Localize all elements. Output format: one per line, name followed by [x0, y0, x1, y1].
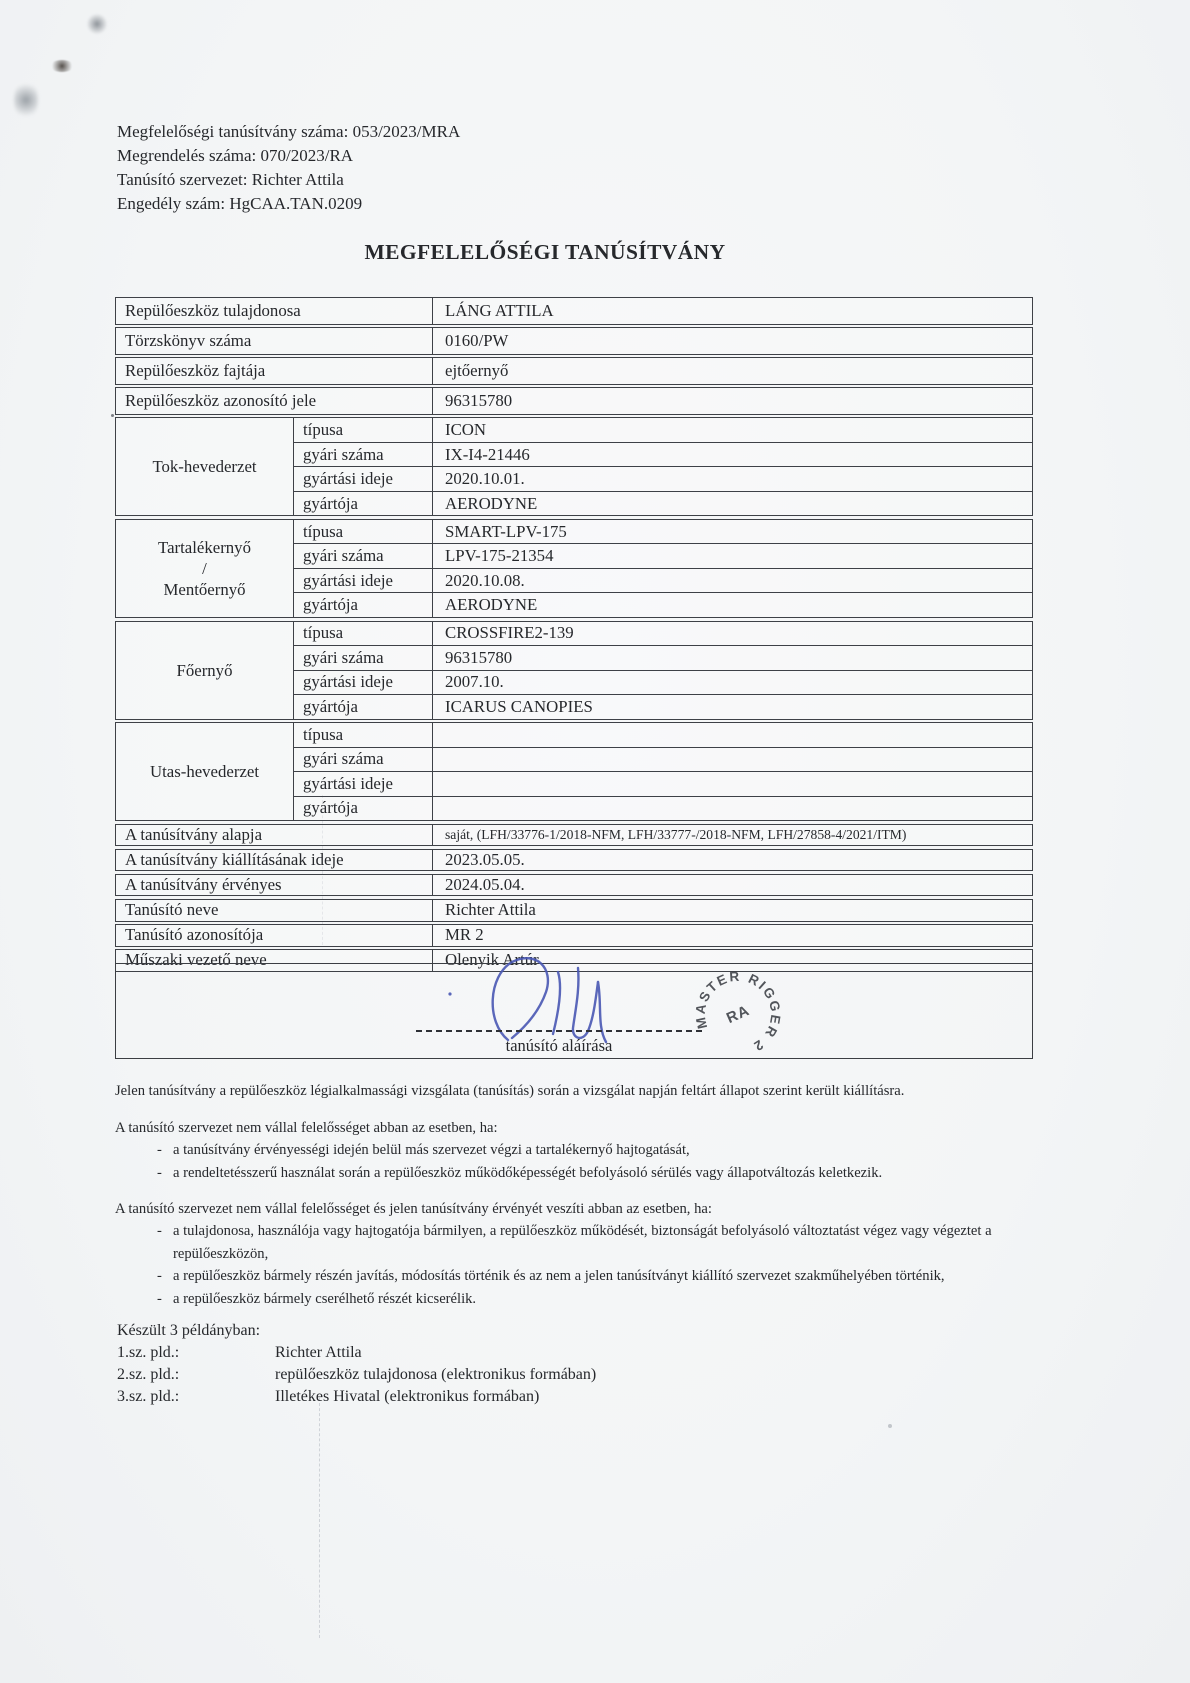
bullet-text: a repülőeszköz bármely cserélhető részét kicserélik. — [173, 1290, 477, 1307]
scan-bleedthrough-line — [319, 1398, 320, 1638]
group-label-line: Utas-hevederzet — [149, 762, 259, 782]
stamp-center-text: RA — [723, 1001, 753, 1028]
subrow-label: típusa — [294, 723, 433, 747]
subrow-label: típusa — [294, 622, 433, 646]
disclaimer-heading: A tanúsító szervezet nem vállal felelősséget és jelen tanúsítvány érvényét veszíti abban az esetben, ha: — [115, 1201, 712, 1217]
subrow-value — [433, 797, 1032, 821]
bullet-dash: - — [157, 1223, 162, 1240]
copy-recipient: repülőeszköz tulajdonosa (elektronikus formában) — [275, 1366, 597, 1383]
subrow-value: 2007.10. — [445, 672, 504, 692]
row-value: LÁNG ATTILA — [445, 300, 554, 320]
row-label: A tanúsítvány alapja — [116, 825, 433, 846]
subrow-label: gyártási ideje — [294, 772, 433, 796]
row-value: MR 2 — [445, 925, 484, 945]
subrow-type — [294, 723, 1032, 747]
bullet-text: a tanúsítvány érvényességi idején belül más szervezet végzi a tartalékernyő hajtogatását, — [173, 1142, 690, 1159]
subrow-value: CROSSFIRE2-139 — [445, 623, 574, 643]
row-label: Műszaki vezető neve — [116, 950, 433, 971]
subrow-value: SMART-LPV-175 — [445, 521, 567, 541]
bullet-text: a rendeltetésszerű használat során a repülőeszköz működőképességét befolyásoló sérülés vagy állapotváltozás keletkezik. — [173, 1164, 883, 1181]
subrow-label: gyártási ideje — [294, 671, 433, 695]
subrow-serial — [294, 645, 1032, 670]
subrow-label: gyártója — [294, 797, 433, 821]
copies-section — [117, 1320, 596, 1408]
copy-number: 2.sz. pld.: — [117, 1366, 180, 1383]
subrow-label: gyári száma — [294, 544, 433, 568]
subrow-value — [433, 748, 1032, 772]
subrow-value — [433, 723, 1032, 747]
subrow-value: AERODYNE — [445, 595, 538, 615]
bullet-dash: - — [157, 1142, 162, 1159]
row-label: Repülőeszköz tulajdonosa — [116, 298, 433, 324]
signature-line — [416, 1030, 702, 1032]
subrow-type — [294, 520, 1032, 544]
row-label: Tanúsító azonosítója — [116, 925, 433, 946]
row-value: Olenyik Artúr — [445, 950, 539, 970]
row-label: Tanúsító neve — [116, 900, 433, 921]
table-row-certificate-basis — [115, 824, 1033, 847]
scan-smudge — [50, 60, 74, 72]
group-subrows — [294, 622, 1032, 719]
subrow-manufacturer — [294, 694, 1032, 719]
bullet-dash: - — [157, 1268, 162, 1285]
subrow-serial — [294, 543, 1032, 568]
table-row-registry-number — [115, 327, 1033, 355]
copy-recipient: Richter Attila — [275, 1344, 362, 1361]
table-group-main-canopy — [115, 621, 1033, 720]
table-group-harness-container — [115, 417, 1033, 516]
row-label: A tanúsítvány érvényes — [116, 875, 433, 896]
order-number-line: Megrendelés száma: 070/2023/RA — [117, 146, 354, 165]
subrow-value: 2020.10.08. — [445, 570, 525, 590]
subrow-serial — [294, 442, 1032, 467]
subrow-value: IX-I4-21446 — [445, 444, 530, 464]
subrow-label: gyári száma — [294, 646, 433, 670]
subrow-type — [294, 418, 1032, 442]
subrow-label: gyártási ideje — [294, 467, 433, 491]
subrow-value — [433, 772, 1032, 796]
subrow-label: gyártója — [294, 593, 433, 617]
certificate-table — [115, 297, 1033, 974]
table-row-owner — [115, 297, 1033, 325]
group-subrows — [294, 723, 1032, 820]
disclaimer-bullet — [115, 1139, 1080, 1161]
bullet-dash: - — [157, 1164, 162, 1181]
table-group-passenger-harness — [115, 722, 1033, 821]
group-label — [116, 622, 294, 719]
disclaimer-bullet — [115, 1162, 1080, 1184]
certifier-organization-line: Tanúsító szervezet: Richter Attila — [117, 170, 344, 189]
group-label — [116, 418, 294, 515]
copies-heading: Készült 3 példányban: — [117, 1322, 261, 1339]
subrow-serial — [294, 747, 1032, 772]
group-label-line: Tok-hevederzet — [152, 457, 257, 477]
row-value: Richter Attila — [445, 900, 536, 920]
subrow-manufacturer — [294, 491, 1032, 516]
subrow-label: típusa — [294, 418, 433, 442]
scan-speck — [111, 414, 114, 417]
group-label-line: Tartalékernyő — [158, 537, 251, 557]
group-label — [116, 520, 294, 617]
certificate-number-line: Megfelelőségi tanúsítvány száma: 053/2023/MRA — [117, 122, 461, 141]
row-value: 0160/PW — [445, 330, 509, 350]
row-value: 2023.05.05. — [445, 850, 525, 870]
disclaimer-heading: A tanúsító szervezet nem vállal felelősséget abban az esetben, ha: — [115, 1120, 498, 1136]
row-label: A tanúsítvány kiállításának ideje — [116, 850, 433, 871]
table-row-valid-until — [115, 874, 1033, 897]
row-value: 2024.05.04. — [445, 875, 525, 895]
group-label-line: / — [202, 558, 207, 578]
group-subrows — [294, 418, 1032, 515]
subrow-label: gyári száma — [294, 748, 433, 772]
copy-number: 1.sz. pld.: — [117, 1344, 180, 1361]
statement-issued-as-found: Jelen tanúsítvány a repülőeszköz légialkalmassági vizsgálata (tanúsítás) során a vizsgálat napján feltárt állapot szerint került kiállításra. — [115, 1083, 905, 1099]
scan-smudge — [14, 80, 38, 120]
bullet-text: a tulajdonosa, használója vagy hajtogatója bármilyen, a repülőeszköz működését, biztonságát befolyásoló változtatást végez vagy végeztet a repülőeszközön, — [173, 1223, 992, 1262]
copy-recipient: Illetékes Hivatal (elektronikus formában) — [275, 1388, 540, 1405]
subrow-type — [294, 622, 1032, 646]
bullet-text: a repülőeszköz bármely részén javítás, módosítás történik és az nem a jelen tanúsítványt kiállító szervezet szakműhelyében történik, — [173, 1268, 945, 1285]
disclaimer-bullet — [115, 1288, 1080, 1310]
subrow-mfg-date — [294, 670, 1032, 695]
table-row-aircraft-id — [115, 387, 1033, 415]
copy-number: 3.sz. pld.: — [117, 1388, 180, 1405]
table-row-aircraft-type — [115, 357, 1033, 385]
signature-box — [115, 963, 1033, 1059]
table-row-certifier-name — [115, 899, 1033, 922]
subrow-mfg-date — [294, 771, 1032, 796]
row-label: Repülőeszköz azonosító jele — [116, 388, 433, 414]
disclaimer-no-liability — [115, 1117, 1080, 1184]
group-label-line: Mentőernyő — [163, 579, 246, 599]
document-title: MEGFELELŐSÉGI TANÚSÍTVÁNY — [364, 240, 726, 264]
subrow-value: ICARUS CANOPIES — [445, 696, 593, 716]
disclaimer-bullet — [115, 1220, 1080, 1265]
signature-caption: tanúsító aláírása — [505, 1036, 613, 1055]
subrow-label: gyártója — [294, 492, 433, 516]
group-label-line: Főernyő — [176, 660, 233, 680]
subrow-mfg-date — [294, 568, 1032, 593]
subrow-value: ICON — [445, 420, 487, 440]
disclaimer-validity-loss — [115, 1198, 1080, 1310]
subrow-label: típusa — [294, 520, 433, 544]
subrow-mfg-date — [294, 466, 1032, 491]
permit-number-line: Engedély szám: HgCAA.TAN.0209 — [117, 194, 363, 213]
copy-item — [117, 1386, 596, 1408]
copy-item — [117, 1342, 596, 1364]
copy-item — [117, 1364, 596, 1386]
disclaimer-bullet — [115, 1265, 1080, 1287]
subrow-value: AERODYNE — [445, 493, 538, 513]
subrow-label: gyártója — [294, 695, 433, 719]
row-value: ejtőernyő — [445, 360, 509, 380]
group-label — [116, 723, 294, 820]
subrow-manufacturer — [294, 592, 1032, 617]
scan-smudge — [86, 14, 108, 34]
bullet-dash: - — [157, 1290, 162, 1307]
stamp-ring-text: MASTER RIGGER 2 — [692, 968, 784, 1055]
row-label: Törzskönyv száma — [116, 328, 433, 354]
subrow-label: gyári száma — [294, 443, 433, 467]
group-subrows — [294, 520, 1032, 617]
scan-speck — [888, 1424, 892, 1428]
subrow-label: gyártási ideje — [294, 569, 433, 593]
subrow-value: 2020.10.01. — [445, 469, 525, 489]
row-label: Repülőeszköz fajtája — [116, 358, 433, 384]
row-value: 96315780 — [445, 391, 513, 411]
row-value: saját, (LFH/33776-1/2018-NFM, LFH/33777-/2018-NFM, LFH/27858-4/2021/ITM) — [445, 827, 907, 842]
subrow-value: 96315780 — [445, 647, 513, 667]
subrow-manufacturer — [294, 796, 1032, 821]
table-group-reserve-canopy — [115, 519, 1033, 618]
certificate-header — [117, 120, 460, 216]
table-row-issue-date — [115, 849, 1033, 872]
subrow-value: LPV-175-21354 — [445, 546, 554, 566]
